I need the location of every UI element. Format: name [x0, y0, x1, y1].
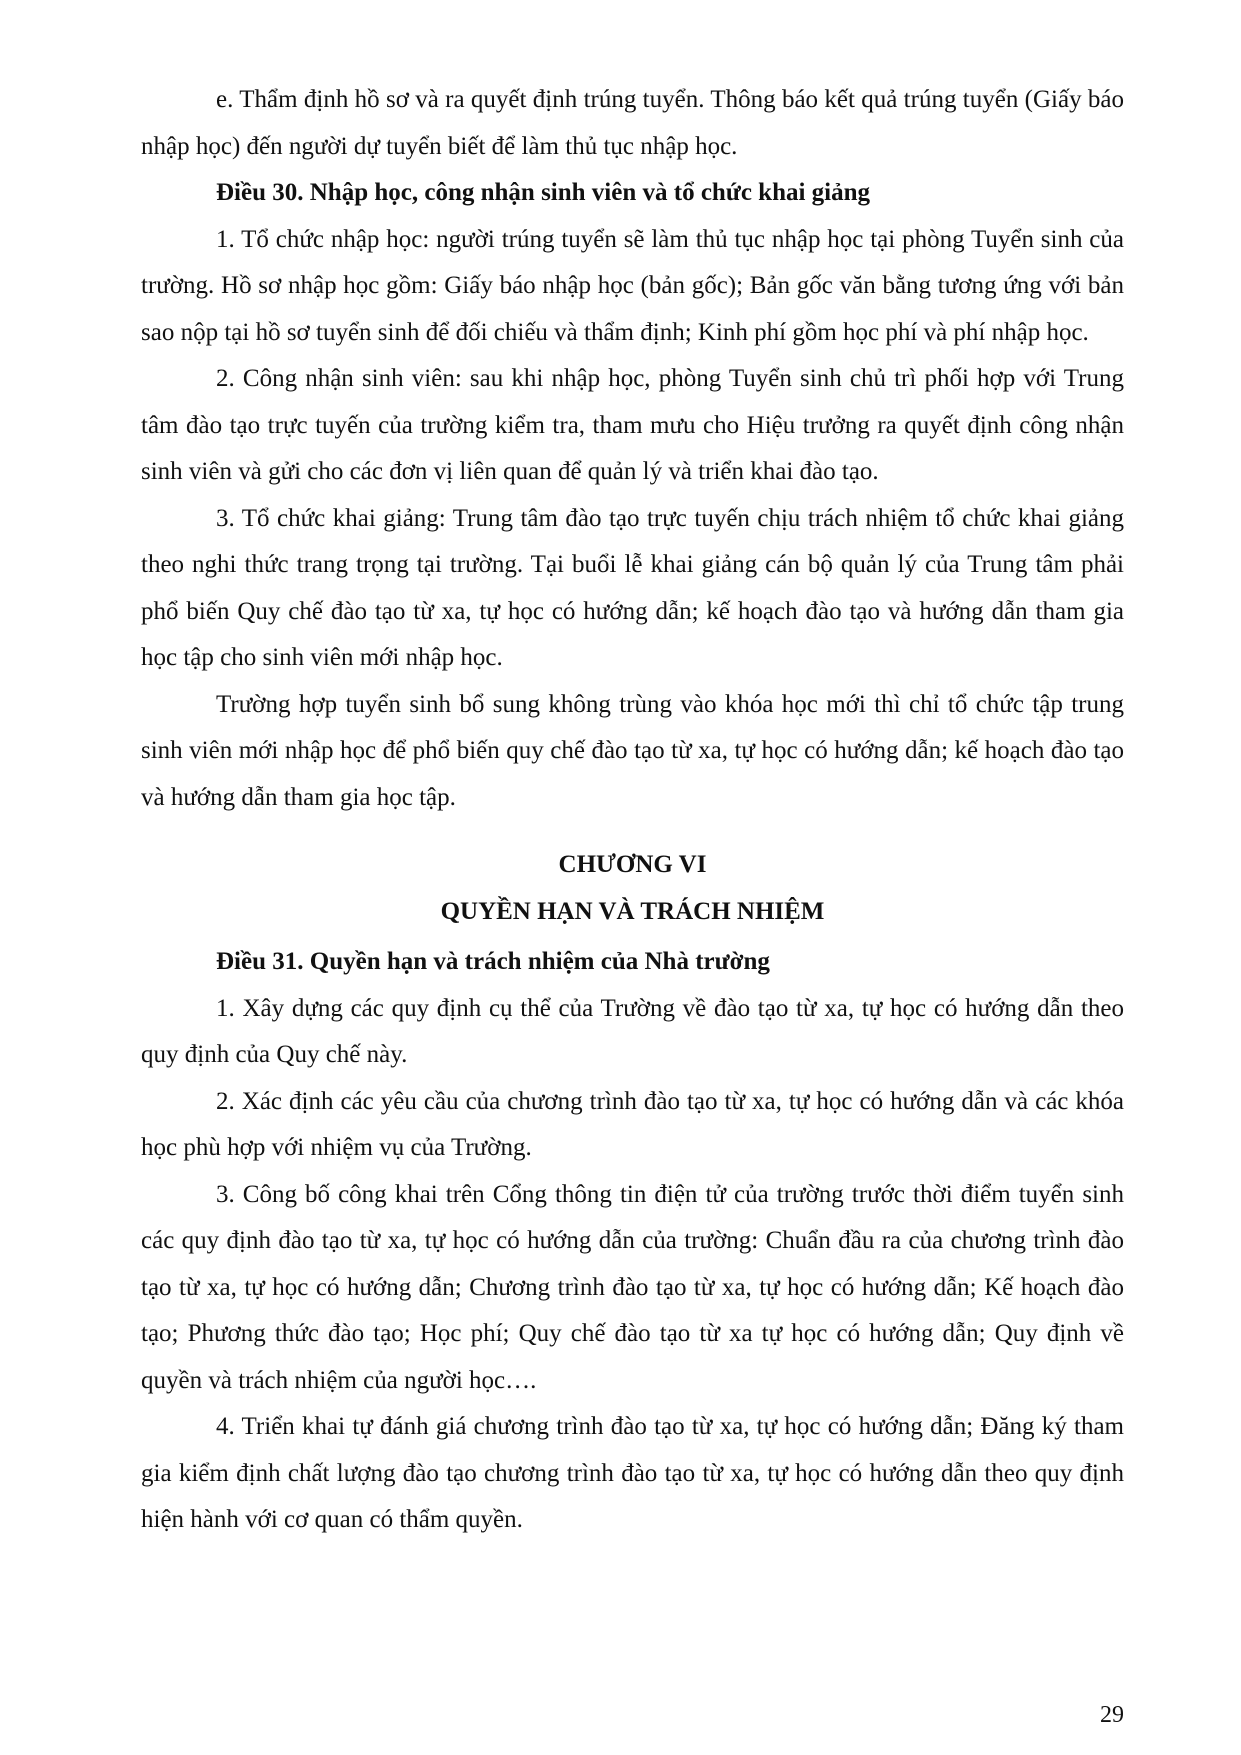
article-31-clause-3: 3. Công bố công khai trên Cổng thông tin điện tử của trường trước thời điểm tuyển sinh các quy định đào tạo từ xa, tự học có hướng dẫn của trường: Chuẩn đầu ra của chương trình đào tạo từ xa, tự học có hướng dẫn; Chương trình đào tạo từ xa, tự học có hướng dẫn; Kế hoạch đào tạo; Phương thức đào tạo; Học phí; Quy chế đào tạo từ xa tự học có hướng dẫn; Quy định về quyền và trách nhiệm của người học…. [141, 1180, 1124, 1394]
page-content [141, 77, 1124, 1544]
page-number: 29 [1100, 1702, 1124, 1728]
article-31-clause-2: 2. Xác định các yêu cầu của chương trình đào tạo từ xa, tự học có hướng dẫn và các khóa học phù hợp với nhiệm vụ của Trường. [141, 1087, 1124, 1161]
article-31-heading: Điều 31. Quyền hạn và trách nhiệm của Nhà trường [216, 948, 770, 975]
article-30-clause-1: 1. Tổ chức nhập học: người trúng tuyển sẽ làm thủ tục nhập học tại phòng Tuyển sinh của trường. Hồ sơ nhập học gồm: Giấy báo nhập học (bản gốc); Bản gốc văn bằng tương ứng với bản sao nộp tại hồ sơ tuyển sinh để đối chiếu và thẩm định; Kinh phí gồm học phí và phí nhập học. [141, 225, 1124, 346]
article-31-clause-1: 1. Xây dựng các quy định cụ thể của Trường về đào tạo từ xa, tự học có hướng dẫn theo quy định của Quy chế này. [141, 994, 1124, 1068]
article-31-clause-4: 4. Triển khai tự đánh giá chương trình đào tạo từ xa, tự học có hướng dẫn; Đăng ký tham gia kiểm định chất lượng đào tạo chương trình đào tạo từ xa, tự học có hướng dẫn theo quy định hiện hành với cơ quan có thẩm quyền. [141, 1413, 1124, 1533]
article-30-clause-2: 2. Công nhận sinh viên: sau khi nhập học, phòng Tuyển sinh chủ trì phối hợp với Trung tâm đào tạo trực tuyến của trường kiểm tra, tham mưu cho Hiệu trưởng ra quyết định công nhận sinh viên và gửi cho các đơn vị liên quan để quản lý và triển khai đào tạo. [141, 365, 1124, 485]
article-30-clause-3: 3. Tổ chức khai giảng: Trung tâm đào tạo trực tuyến chịu trách nhiệm tổ chức khai giảng theo nghi thức trang trọng tại trường. Tại buổi lễ khai giảng cán bộ quản lý của Trung tâm phải phổ biến Quy chế đào tạo từ xa, tự học có hướng dẫn; kế hoạch đào tạo và hướng dẫn tham gia học tập cho sinh viên mới nhập học. [141, 504, 1124, 671]
paragraph-e: e. Thẩm định hồ sơ và ra quyết định trúng tuyển. Thông báo kết quả trúng tuyển (Giấy báo nhập học) đến người dự tuyển biết để làm thủ tục nhập học. [141, 86, 1124, 160]
article-30-supplement: Trường hợp tuyển sinh bổ sung không trùng vào khóa học mới thì chỉ tổ chức tập trung sinh viên mới nhập học để phổ biến quy chế đào tạo từ xa, tự học có hướng dẫn; kế hoạch đào tạo và hướng dẫn tham gia học tập. [141, 690, 1124, 811]
chapter-number: CHƯƠNG VI [558, 851, 707, 878]
chapter-heading [141, 842, 1124, 935]
chapter-title: QUYỀN HẠN VÀ TRÁCH NHIỆM [440, 897, 825, 925]
article-30-heading: Điều 30. Nhập học, công nhận sinh viên và tổ chức khai giảng [216, 179, 871, 206]
